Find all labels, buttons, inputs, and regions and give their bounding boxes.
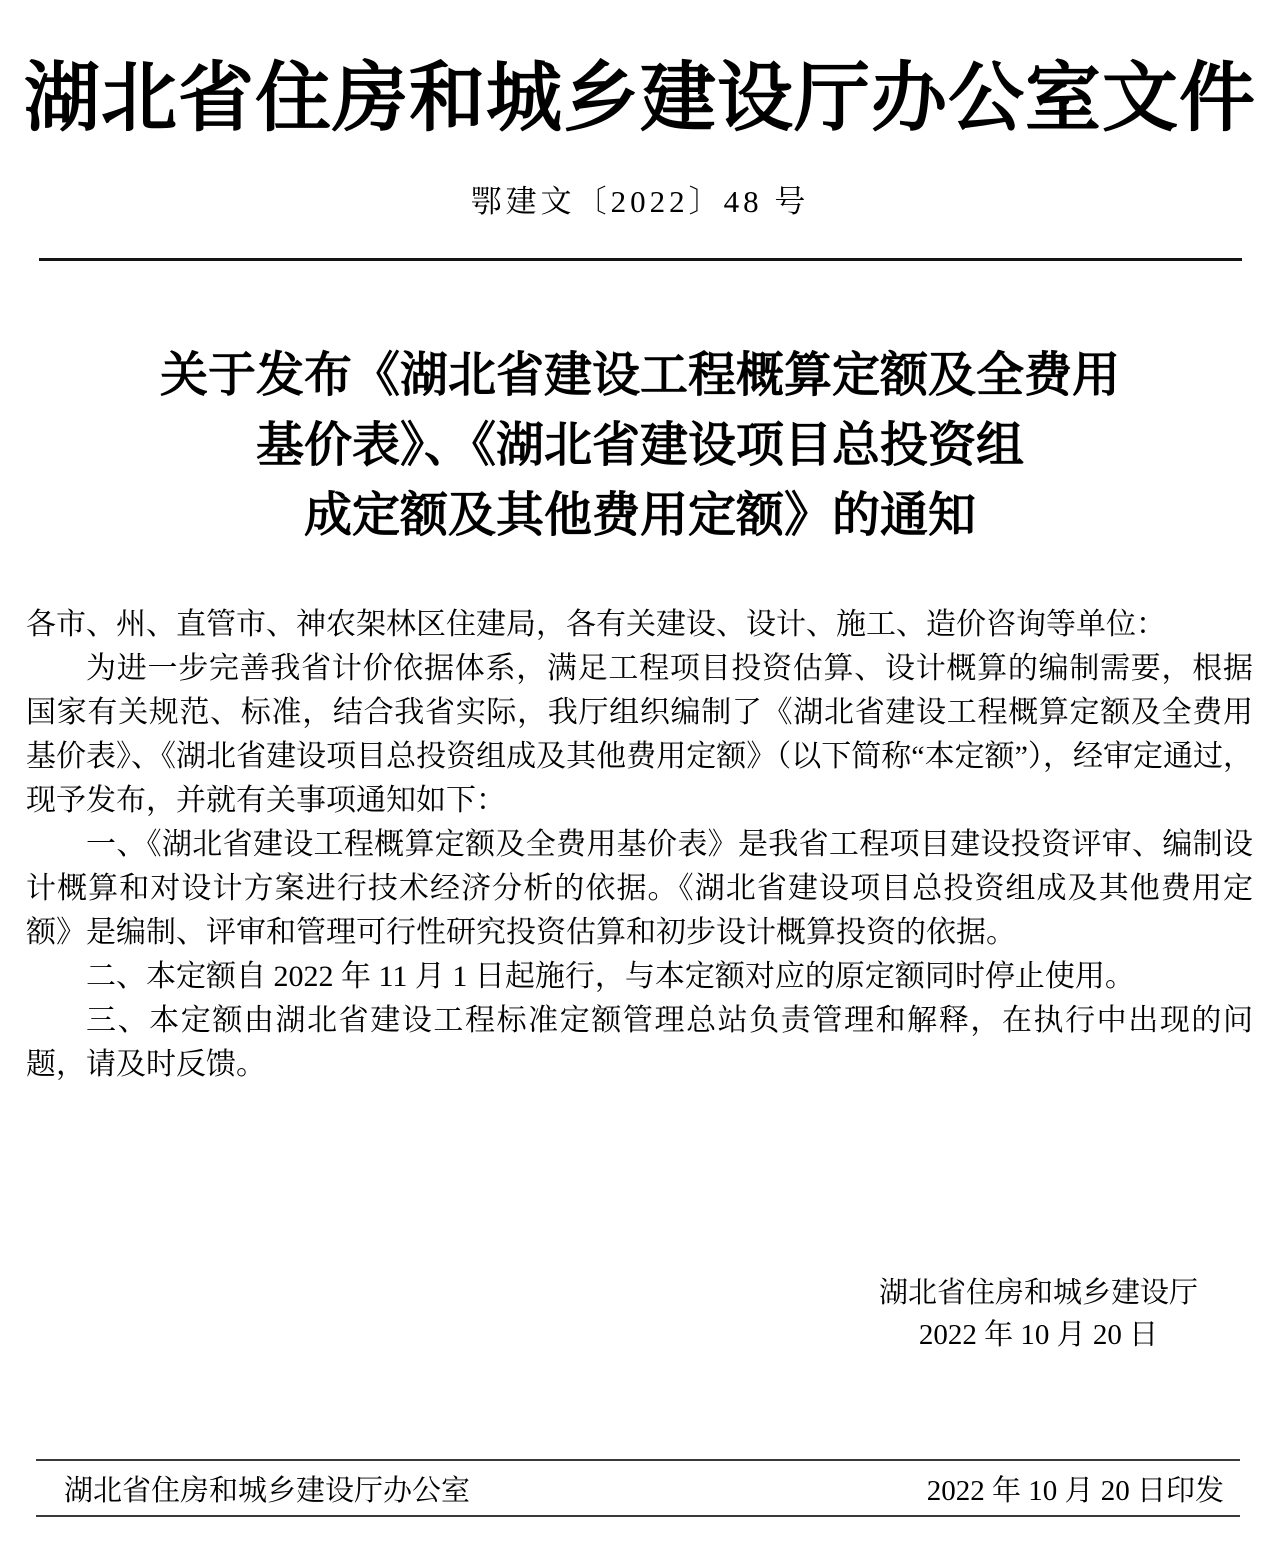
notice-title	[40, 341, 1240, 551]
item-3-paragraph: 三、本定额由湖北省建设工程标准定额管理总站负责管理和解释，在执行中出现的问题，请及时反馈。	[26, 1004, 1253, 1082]
notice-body	[26, 603, 1253, 1087]
signature-date: 2022 年 10 月 20 日	[918, 1319, 1159, 1351]
document-header-title: 湖北省住房和城乡建设厅办公室文件	[24, 57, 1256, 141]
signature-block	[879, 1272, 1198, 1356]
signature-organization: 湖北省住房和城乡建设厅	[878, 1277, 1198, 1309]
notice-title-line-1: 关于发布《湖北省建设工程概算定额及全费用	[159, 349, 1120, 403]
header-divider-rule	[39, 258, 1242, 261]
notice-title-line-3: 成定额及其他费用定额》的通知	[303, 489, 976, 543]
footer-issuing-office: 湖北省住房和城乡建设厅办公室	[64, 1474, 471, 1507]
item-1-paragraph: 一、《湖北省建设工程概算定额及全费用基价表》是我省工程项目建设投资评审、编制设计概算和对设计方案进行技术经济分析的依据。《湖北省建设项目总投资组成及其他费用定额》是编制、评审和管理可行性研究投资估算和初步设计概算投资的依据。	[26, 828, 1253, 950]
salutation-paragraph: 各市、州、直管市、神农架林区住建局，各有关建设、设计、施工、造价咨询等单位：	[26, 608, 1166, 642]
item-2-paragraph: 二、本定额自 2022 年 11 月 1 日起施行，与本定额对应的原定额同时停止使用。	[86, 960, 1135, 994]
notice-title-line-2: 基价表》、《湖北省建设项目总投资组	[255, 419, 1024, 473]
document-number: 鄂建文〔2022〕48 号	[470, 184, 810, 219]
intro-paragraph: 为进一步完善我省计价依据体系，满足工程项目投资估算、设计概算的编制需要，根据国家有关规范、标准，结合我省实际，我厅组织编制了《湖北省建设工程概算定额及全费用基价表》、《湖北省建设项目总投资组成及其他费用定额》（以下简称“本定额”），经审定通过，现予发布，并就有关事项通知如下：	[26, 652, 1253, 818]
footer-print-date: 2022 年 10 月 20 日印发	[926, 1474, 1224, 1507]
document-footer	[36, 1459, 1240, 1517]
